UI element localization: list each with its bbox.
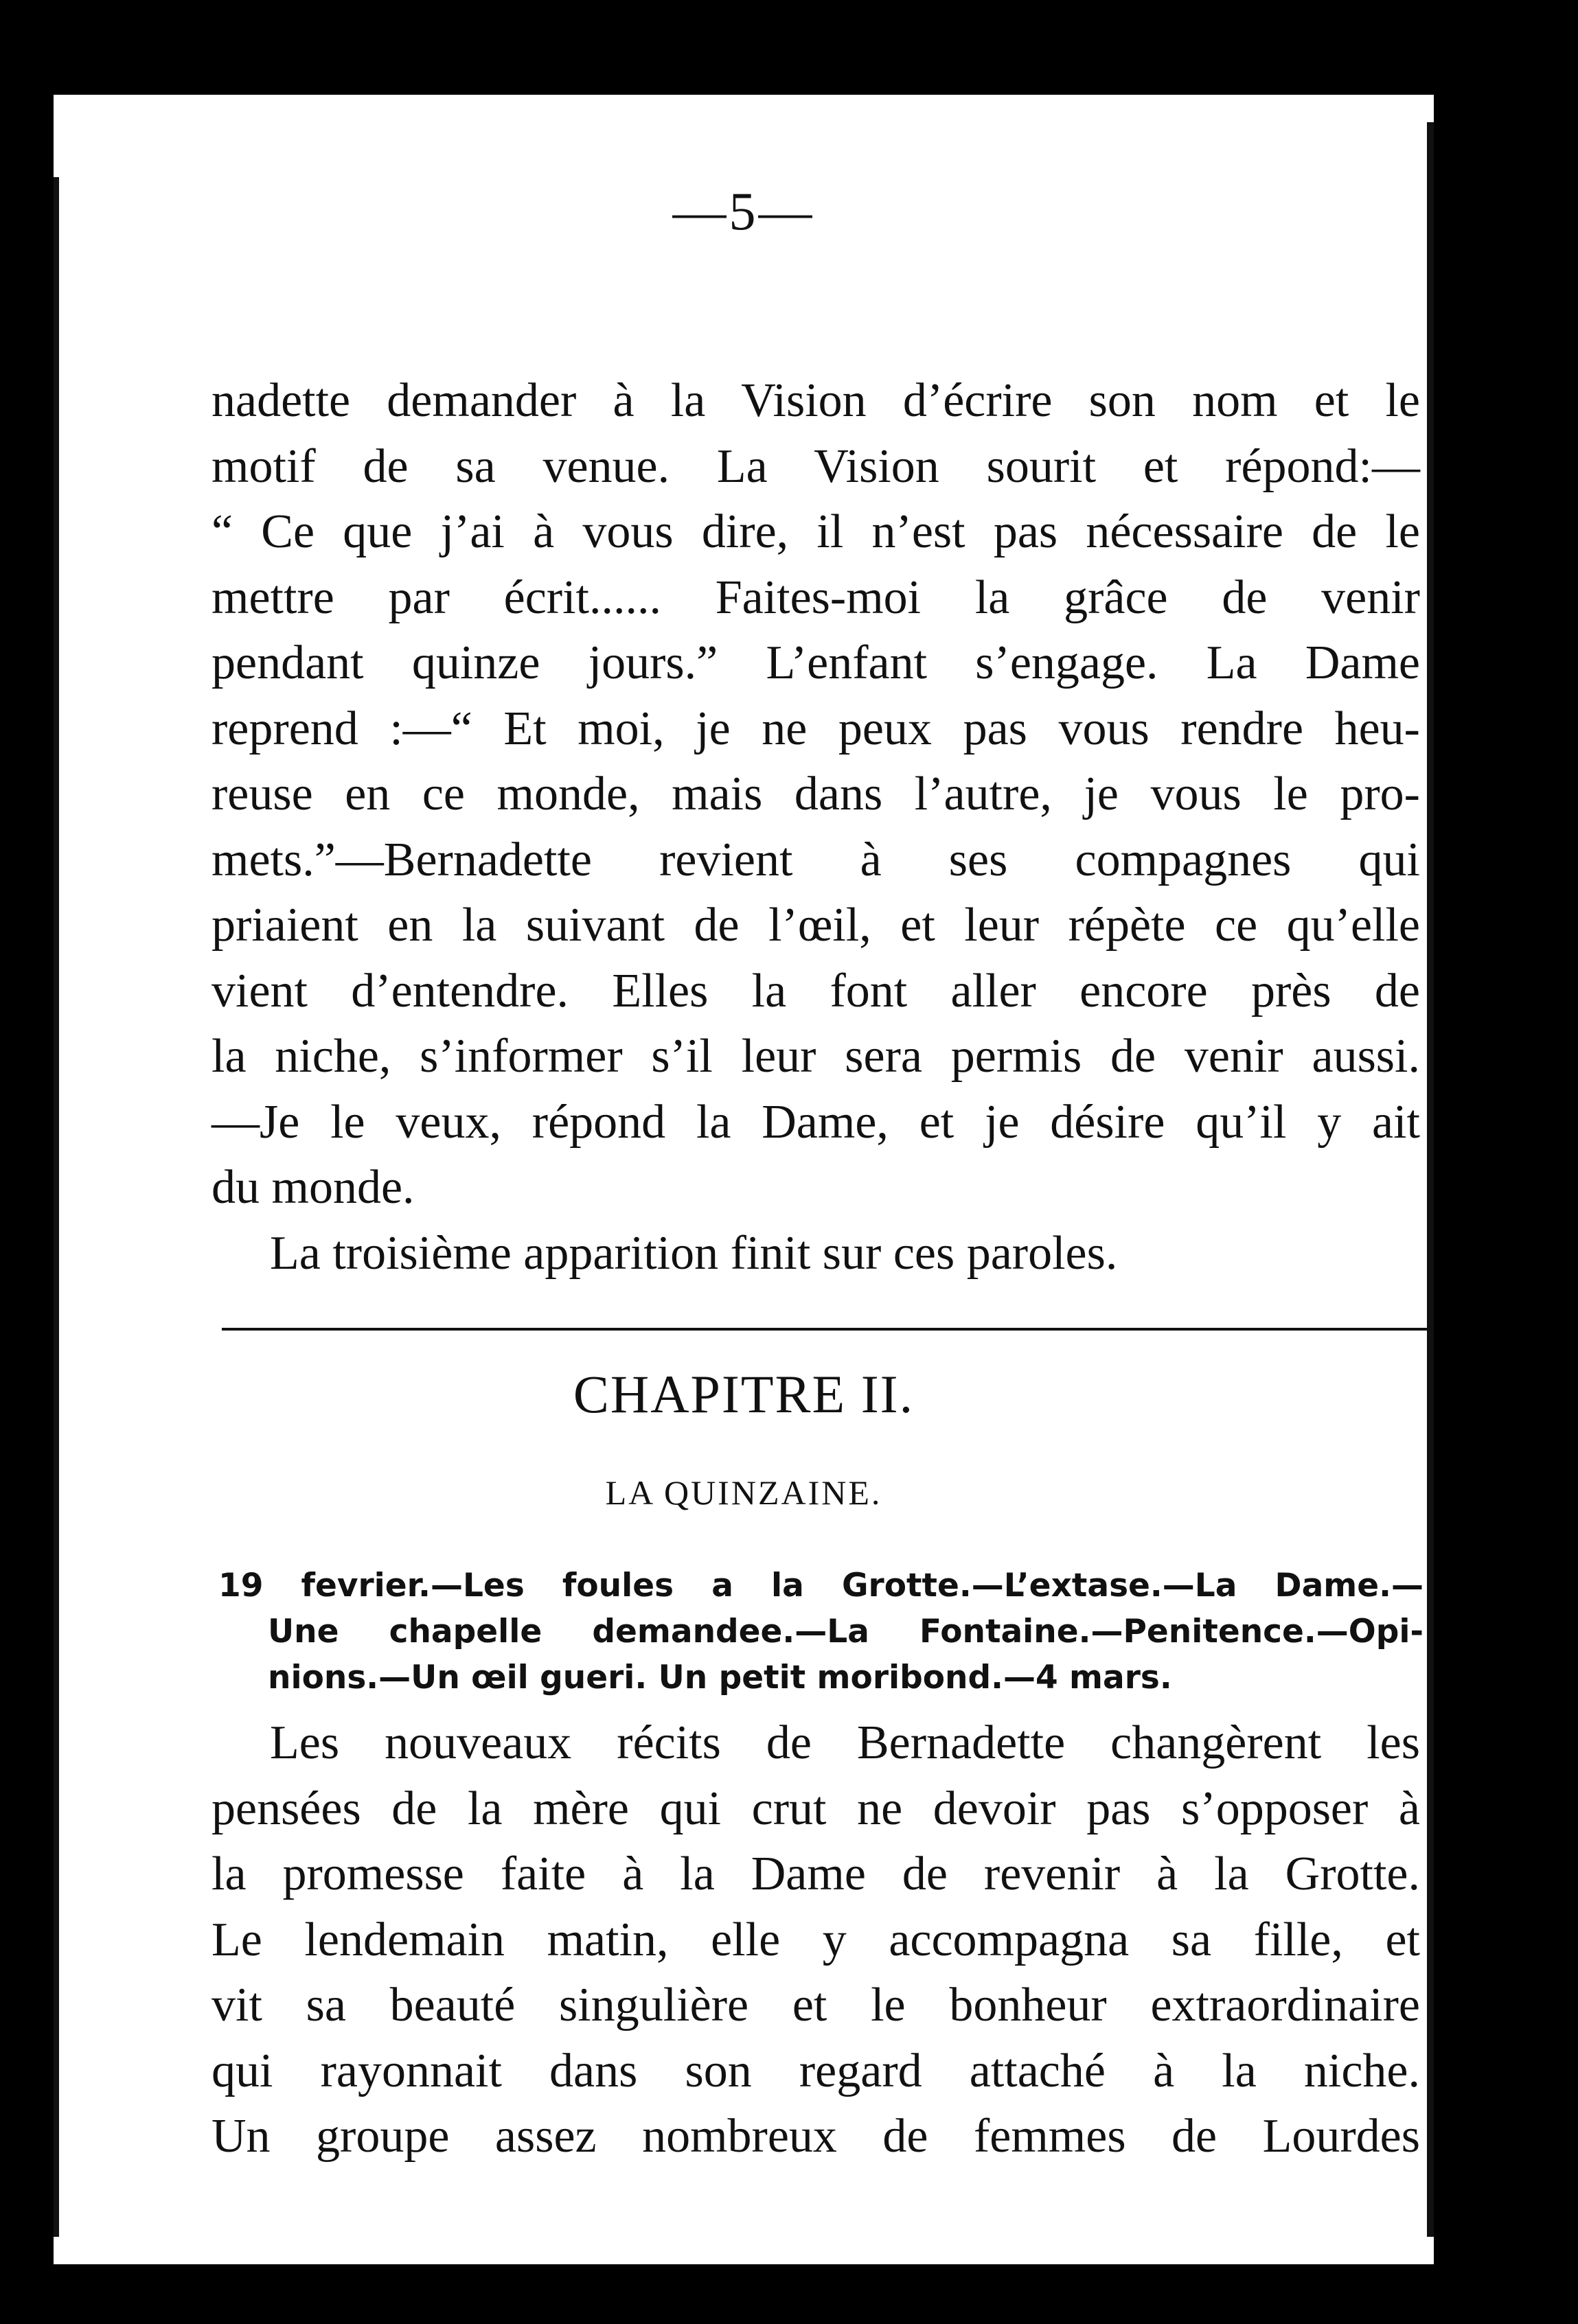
text-line: priaient en la suivant de l’œil, et leur répète ce qu’elle [211, 899, 1420, 952]
paragraph-apparition [211, 368, 1420, 1286]
left-binding-edge [54, 177, 59, 2237]
chapter-title: CHAPITRE II. [573, 1364, 915, 1424]
section-divider [222, 1328, 1427, 1331]
text-line: du monde. [211, 1161, 415, 1214]
text-line: motif de sa venue. La Vision sourit et répond:— [211, 439, 1420, 493]
text-line: la promesse faite à la Dame de revenir à la Grotte. [211, 1848, 1420, 1900]
chapter-summary [218, 1563, 1423, 1701]
text-line: Le lendemain matin, elle y accompagna sa fille, et [211, 1913, 1420, 1966]
chapter-subtitle: LA QUINZAINE. [605, 1473, 882, 1512]
text-line: nadette demander à la Vision d’écrire son nom et le [211, 374, 1420, 427]
book-page [54, 95, 1434, 2264]
text-line: Un groupe assez nombreux de femmes de Lourdes [211, 2110, 1420, 2163]
text-line: qui rayonnait dans son regard attaché à la niche. [211, 2044, 1420, 2097]
text-line: la niche, s’informer s’il leur sera permis de venir aussi. [211, 1030, 1420, 1083]
right-binding-edge [1427, 122, 1434, 2237]
page-number: —5— [672, 181, 815, 241]
text-line: mettre par écrit...... Faites-moi la grâce de venir [211, 571, 1420, 624]
text-line: —Je le veux, répond la Dame, et je désire qu’il y ait [211, 1095, 1420, 1149]
text-line: vit sa beauté singulière et le bonheur extraordinaire [211, 1979, 1420, 2032]
text-line-closing: La troisième apparition finit sur ces paroles. [270, 1226, 1118, 1280]
text-line: vient d’entendre. Elles la font aller encore près de [211, 964, 1420, 1017]
summary-line: 19 fevrier.—Les foules a la Grotte.—L’extase.—La Dame.— [218, 1567, 1423, 1604]
text-line: mets.”—Bernadette revient à ses compagnes qui [211, 833, 1420, 886]
text-line: reprend :—“ Et moi, je ne peux pas vous rendre heu- [211, 702, 1420, 755]
text-line: pensées de la mère qui crut ne devoir pas s’opposer à [211, 1782, 1420, 1835]
text-line: pendant quinze jours.” L’enfant s’engage. La Dame [211, 636, 1420, 689]
text-line: “ Ce que j’ai à vous dire, il n’est pas nécessaire de le [211, 505, 1420, 558]
summary-line: Une chapelle demandee.—La Fontaine.—Penitence.—Opi- [268, 1613, 1423, 1650]
summary-line: nions.—Un œil gueri. Un petit moribond.—4 mars. [268, 1659, 1172, 1696]
text-line: Les nouveaux récits de Bernadette changèrent les [270, 1716, 1420, 1769]
paragraph-quinzaine [211, 1710, 1420, 2170]
text-line: reuse en ce monde, mais dans l’autre, je vous le pro- [211, 768, 1420, 820]
